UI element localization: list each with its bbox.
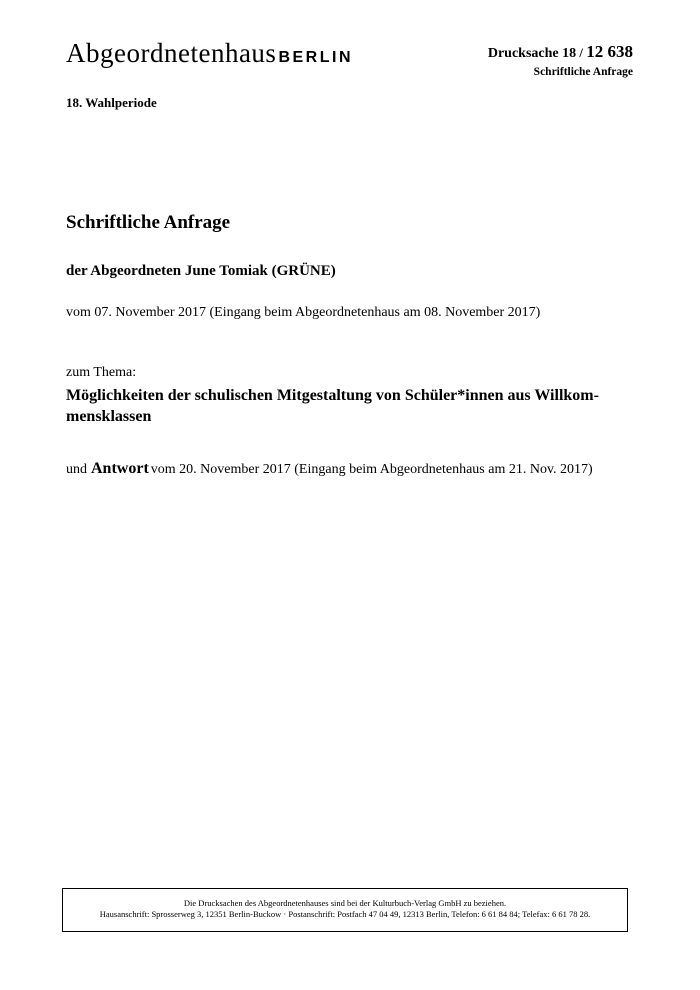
- page-title: Schriftliche Anfrage: [66, 212, 231, 233]
- answer-line: [66, 460, 593, 478]
- drucksache-number: 12 638: [586, 42, 633, 61]
- logo-city: BERLIN: [278, 49, 353, 66]
- subject-title: Möglichkeiten der schulischen Mitgestaltung von Schüler*innen aus Willkommensklassen: [66, 387, 599, 425]
- answer-prefix: und: [66, 462, 87, 477]
- footer-box: [62, 888, 628, 932]
- wahlperiode: 18. Wahlperiode: [66, 95, 157, 110]
- drucksache-slash: /: [576, 45, 587, 60]
- drucksache-label: Drucksache 18: [487, 46, 577, 61]
- footer-line-1: Die Drucksachen des Abgeordnetenhauses sind bei der Kulturbuch-Verlag GmbH zu beziehen.: [183, 898, 507, 908]
- logo: [66, 38, 353, 69]
- answer-keyword: Antwort: [91, 460, 149, 477]
- date-line: vom 07. November 2017 (Eingang beim Abgeordnetenhaus am 08. November 2017): [66, 305, 541, 320]
- footer-line-2: Hausanschrift: Sprosserweg 3, 12351 Berlin-Buckow · Postanschrift: Postfach 47 04 49, 12313 Berlin, Telefon: 6 61 84 84; Telefax: 6 61 78 28.: [99, 909, 591, 919]
- answer-rest: vom 20. November 2017 (Eingang beim Abgeordnetenhaus am 21. Nov. 2017): [150, 462, 593, 477]
- document-type: Schriftliche Anfrage: [533, 66, 633, 78]
- author-line: der Abgeordneten June Tomiak (GRÜNE): [66, 263, 336, 279]
- logo-main: Abgeordnetenhaus: [66, 38, 277, 68]
- thema-label: zum Thema:: [66, 365, 137, 380]
- drucksache-reference: [488, 42, 633, 62]
